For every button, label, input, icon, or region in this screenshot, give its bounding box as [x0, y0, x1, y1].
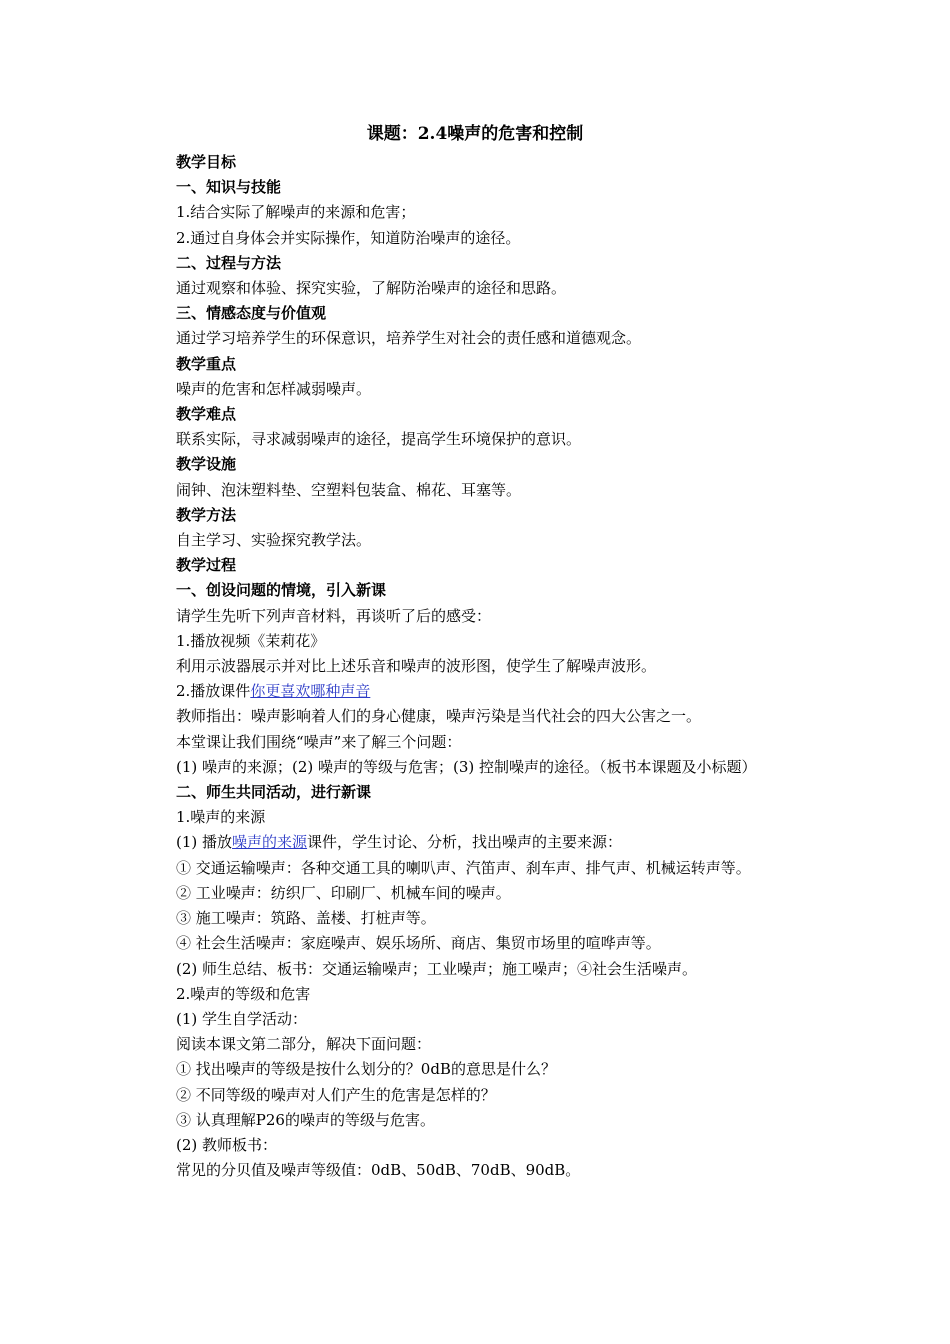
- paragraph: (2) 师生总结、板书：交通运输噪声；工业噪声；施工噪声；④社会生活噪声。: [176, 959, 698, 978]
- section-heading: 二、过程与方法: [176, 253, 282, 272]
- paragraph: ③ 施工噪声：筑路、盖楼、打桩声等。: [176, 909, 436, 928]
- paragraph: 通过学习培养学生的环保意识，培养学生对社会的责任感和道德观念。: [176, 329, 642, 348]
- paragraph: (1) 学生自学活动：: [176, 1009, 308, 1028]
- section-heading: 教学设施: [176, 455, 237, 474]
- paragraph-text: (1) 播放: [176, 833, 233, 852]
- section-heading: 三、情感态度与价值观: [176, 304, 327, 323]
- section-heading: 教学难点: [176, 405, 237, 424]
- section-heading: 教学目标: [176, 153, 237, 171]
- section-heading: 一、知识与技能: [176, 178, 282, 197]
- paragraph: 通过观察和体验、探究实验，了解防治噪声的途径和思路。: [176, 279, 567, 298]
- paragraph: 噪声的危害和怎样减弱噪声。: [176, 379, 372, 398]
- paragraph: ② 不同等级的噪声对人们产生的危害是怎样的？: [176, 1085, 496, 1104]
- courseware-link[interactable]: 噪声的来源: [232, 833, 308, 852]
- paragraph-with-link: [146, 830, 806, 855]
- section-heading: 二、师生共同活动，进行新课: [176, 783, 372, 802]
- paragraph: 1.播放视频《茉莉花》: [176, 631, 326, 650]
- document-body: [146, 150, 806, 1183]
- paragraph: ① 交通运输噪声：各种交通工具的喇叭声、汽笛声、刹车声、排气声、机械运转声等。: [176, 858, 751, 877]
- paragraph-with-link: [146, 679, 806, 704]
- paragraph: 本堂课让我们围绕“噪声”来了解三个问题：: [176, 732, 462, 751]
- paragraph: ② 工业噪声：纺织厂、印刷厂、机械车间的噪声。: [176, 883, 511, 902]
- paragraph: 请学生先听下列声音材料，再谈听了后的感受：: [176, 606, 492, 625]
- paragraph-text: 2.播放课件: [176, 682, 251, 701]
- paragraph: 教师指出：噪声影响着人们的身心健康，噪声污染是当代社会的四大公害之一。: [176, 707, 702, 726]
- paragraph: (2) 教师板书：: [176, 1135, 278, 1154]
- paragraph: ③ 认真理解P26的噪声的等级与危害。: [176, 1110, 435, 1129]
- paragraph-text: 课件，学生讨论、分析，找出噪声的主要来源：: [307, 833, 623, 852]
- paragraph: 闹钟、泡沫塑料垫、空塑料包装盒、棉花、耳塞等。: [176, 480, 522, 499]
- paragraph: 自主学习、实验探究教学法。: [176, 531, 372, 550]
- paragraph: 2.通过自身体会并实际操作，知道防治噪声的途径。: [176, 228, 521, 247]
- paragraph: 联系实际，寻求减弱噪声的途径，提高学生环境保护的意识。: [176, 430, 582, 449]
- courseware-link[interactable]: 你更喜欢哪种声音: [250, 682, 371, 701]
- paragraph: 阅读本课文第二部分，解决下面问题：: [176, 1035, 432, 1054]
- paragraph: (1) 噪声的来源；(2) 噪声的等级与危害；(3) 控制噪声的途径。（板书本课题及小标题）: [176, 757, 757, 776]
- section-heading: 教学方法: [176, 505, 237, 524]
- paragraph: 常见的分贝值及噪声等级值：0dB、50dB、70dB、90dB。: [176, 1161, 581, 1180]
- paragraph: ④ 社会生活噪声：家庭噪声、娱乐场所、商店、集贸市场里的喧哗声等。: [176, 934, 661, 953]
- paragraph: 1.噪声的来源: [176, 808, 266, 827]
- paragraph: 1.结合实际了解噪声的来源和危害；: [176, 203, 416, 222]
- paragraph: 利用示波器展示并对比上述乐音和噪声的波形图，使学生了解噪声波形。: [176, 657, 657, 676]
- paragraph: 2.噪声的等级和危害: [176, 984, 311, 1003]
- document-title: 课题：2.4噪声的危害和控制: [366, 124, 584, 144]
- section-heading: 教学过程: [176, 556, 237, 575]
- section-heading: 一、创设问题的情境，引入新课: [176, 581, 387, 600]
- section-heading: 教学重点: [176, 354, 237, 373]
- paragraph: ① 找出噪声的等级是按什么划分的？0dB的意思是什么？: [176, 1060, 556, 1079]
